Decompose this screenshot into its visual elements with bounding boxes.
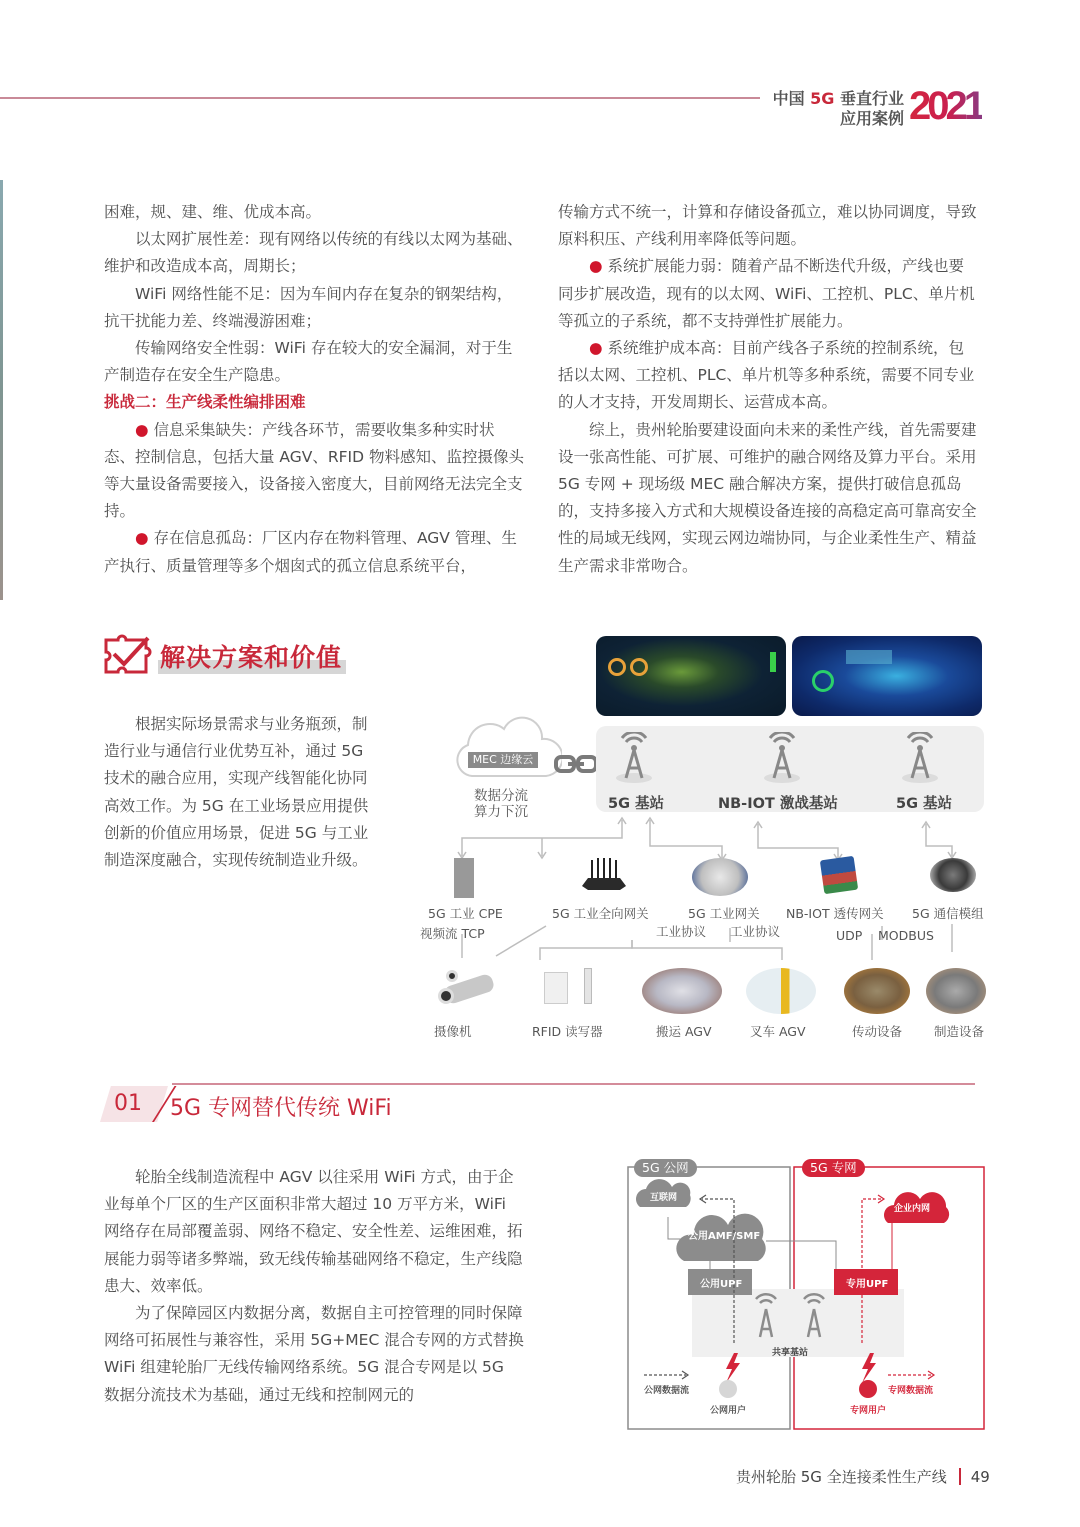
- running-header: [772, 86, 982, 130]
- gateway-label-omni: 5G 工业全向网关: [552, 906, 649, 921]
- private-flow-label: 专网数据流: [888, 1386, 934, 1396]
- link-chain-icon: [554, 754, 598, 774]
- header-year: 2021: [909, 84, 982, 128]
- section-01-p1: 轮胎全线制造流程中 AGV 以往采用 WiFi 方式，由于企业每单个厂区的生产区面积非常大超过 10 万平方米，WiFi 网络存在局部覆盖弱、网络不稳定、安全性差、运维困难，拓展能力弱等诸多弊端，致无线传输基础网络不稳定，生产线隐患大、效率低。: [104, 1168, 523, 1295]
- bullet-text: 系统扩展能力弱：随着产品不断迭代升级，产线也要同步扩展改造，现有的以太网、WiFi、工控机、PLC、单片机等孤立的子系统，都不支持弹性扩展能力。: [558, 257, 975, 330]
- rfid-reader-photo: [544, 968, 608, 1010]
- industrial-gateway-photo: [692, 858, 748, 896]
- cell-tower-icon: [900, 732, 940, 784]
- left-bullet-2: [104, 525, 524, 579]
- page-number: 49: [970, 1468, 990, 1486]
- solution-body: [104, 711, 374, 874]
- solution-title-text: 解决方案和价值: [160, 643, 343, 672]
- footer-separator: [959, 1468, 961, 1485]
- base-station-label-3: 5G 基站: [896, 796, 953, 812]
- amf-smf-label: 公用AMF/SMF: [688, 1231, 761, 1242]
- enterprise-intranet-label: 企业内网: [894, 1204, 931, 1214]
- cell-tower-icon: [762, 732, 802, 784]
- dashboard-screenshot-1: [596, 636, 786, 716]
- solution-section-title: [102, 632, 347, 678]
- mec-label: MEC 边缘云: [468, 752, 538, 768]
- left-p3: WiFi 网络性能不足：因为车间内存在复杂的钢架结构，抗干扰能力差、终端漫游困难；: [104, 284, 513, 330]
- manufacturing-equipment-photo: [926, 968, 986, 1014]
- section-01-title: 5G 专网替代传统 WiFi: [170, 1096, 392, 1121]
- bullet-dot-icon: ●: [589, 257, 603, 276]
- bullet-text: 信息采集缺失：产线各环节，需要收集多种实时状态、控制信息，包括大量 AGV、RFID 物料感知、监控摄像头等大量设备需要接入，设备接入密度大，目前网络无法完全支持。: [104, 420, 524, 521]
- gateway-label-module: 5G 通信模组: [912, 906, 984, 921]
- device-label-rfid: RFID 读写器: [532, 1024, 603, 1039]
- mec-cloud-icon: [452, 716, 562, 782]
- shared-bs-label: 共享基站: [772, 1348, 809, 1358]
- bullet-dot-icon: ●: [135, 529, 149, 548]
- device-label-transport-agv: 搬运 AGV: [656, 1024, 712, 1039]
- section-01-p2: 为了保障园区内数据分离，数据自主可控管理的同时保障网络可拓展性与兼容性，采用 5G+MEC 混合专网的方式替换 WiFi 组建轮胎厂无线传输网络系统。5G 混合专网是以 5G 数据分流技术为基础，通过无线和控制网元的: [104, 1304, 524, 1404]
- bullet-dot-icon: ●: [135, 420, 149, 439]
- base-station-label-1: 5G 基站: [608, 796, 665, 812]
- footer-title: 贵州轮胎 5G 全连接柔性生产线: [736, 1468, 947, 1486]
- solution-paragraph: 根据实际场景需求与业务瓶颈，制造行业与通信行业优势互补，通过 5G 技术的融合应用，实现产线智能化协同高效工作。为 5G 在工业场景应用提供创新的价值应用场景，促进 5G 与工业制造深度融合，实现传统制造业升级。: [104, 715, 369, 870]
- header-suffix: 垂直行业: [834, 89, 904, 108]
- protocol-gw-right: 工业协议: [730, 924, 781, 939]
- gateway-label-industrial: 5G 工业网关: [688, 906, 760, 921]
- left-p2: 以太网扩展性差：现有网络以传统的有线以太网为基础、维护和改造成本高，周期长；: [104, 230, 523, 276]
- bullet-text: 存在信息孤岛：厂区内存在物料管理、AGV 管理、生产执行、质量管理等多个烟囱式的孤立信息系统平台，: [104, 529, 517, 575]
- public-network-tag: 5G 公网: [634, 1159, 697, 1177]
- device-label-forklift-agv: 叉车 AGV: [750, 1024, 806, 1039]
- left-p1: 困难，规、建、维、优成本高。: [104, 203, 322, 221]
- right-bullet-1: [558, 253, 978, 335]
- section-rule: [172, 1083, 975, 1085]
- mec-caption-1: 数据分流: [474, 788, 528, 804]
- protocol-nb-left: UDP: [836, 928, 863, 943]
- private-network-tag: 5G 专网: [802, 1159, 865, 1177]
- architecture-diagram: [420, 636, 990, 1046]
- section-number: 01: [114, 1091, 142, 1116]
- protocol-gw-left: 工业协议: [656, 924, 707, 939]
- bullet-text: 系统维护成本高：目前产线各子系统的控制系统，包括以太网、工控机、PLC、单片机等多种系统，需要不同专业的人才支持，开发周期长、运营成本高。: [558, 339, 975, 412]
- internet-label: 互联网: [650, 1193, 678, 1203]
- protocol-cpe: 视频流 TCP: [420, 926, 485, 941]
- public-upf-label: 公用UPF: [700, 1279, 743, 1290]
- device-label-camera: 摄像机: [434, 1024, 472, 1039]
- gateway-label-nbiot: NB-IOT 透传网关: [786, 906, 884, 921]
- left-bullet-1: [104, 417, 524, 526]
- public-user-label: 公网用户: [710, 1406, 747, 1416]
- private-user-label: 专网用户: [850, 1406, 887, 1416]
- header-line-2: 应用案例: [839, 109, 904, 128]
- device-label-manufacturing: 制造设备: [934, 1024, 985, 1039]
- right-column: [558, 199, 978, 580]
- public-flow-label: 公网数据流: [644, 1386, 690, 1396]
- left-column: [104, 199, 524, 580]
- base-station-label-2: NB-IOT 激战基站: [718, 796, 838, 812]
- section-01-body: [104, 1164, 524, 1409]
- header-prefix: 中国: [772, 89, 811, 108]
- left-p4: 传输网络安全性弱：WiFi 存在较大的安全漏洞，对于生产制造存在安全生产隐患。: [104, 339, 513, 385]
- router-gateway-icon: [578, 856, 628, 896]
- bullet-dot-icon: ●: [589, 339, 603, 358]
- drive-equipment-photo: [844, 968, 910, 1014]
- protocol-nb-right: MODBUS: [878, 928, 934, 943]
- mec-caption-2: 算力下沉: [474, 804, 528, 820]
- header-rule: [0, 97, 760, 99]
- forklift-agv-photo: [746, 968, 816, 1014]
- 5g-module-photo: [930, 858, 976, 892]
- cell-tower-icon: [614, 732, 654, 784]
- connector-arrows: [420, 816, 990, 976]
- right-summary: 综上，贵州轮胎要建设面向未来的柔性产线，首先需要建设一张高性能、可扩展、可维护的融合网络及算力平台。采用 5G 专网 + 现场级 MEC 融合解决方案，提供打破信息孤岛的，支持多接入方式和大规模设备连接的高稳定高可靠高安全性的局域无线网，实现云网边端协同，与企业柔性生产、精益生产需求非常吻合。: [558, 420, 977, 575]
- nbiot-gateway-photo: [820, 856, 858, 894]
- cpe-device-icon: [454, 858, 474, 898]
- camera-photo: [434, 968, 498, 1010]
- hybrid-network-diagram: [626, 1157, 986, 1433]
- right-p1: 传输方式不统一，计算和存储设备孤立，难以协同调度，导致原料积压、产线利用率降低等问题。: [558, 203, 977, 249]
- dashboard-screenshot-2: [792, 636, 982, 716]
- puzzle-check-icon: [102, 634, 152, 676]
- header-5g: 5G: [810, 89, 835, 108]
- page-footer: [736, 1466, 990, 1487]
- section-01-heading: [100, 1082, 975, 1124]
- challenge-2-heading: 挑战二：生产线柔性编排困难: [104, 393, 306, 412]
- page-edge-decoration: [0, 180, 3, 600]
- private-upf-label: 专用UPF: [846, 1279, 889, 1290]
- right-bullet-2: [558, 335, 978, 417]
- transport-agv-photo: [642, 968, 722, 1014]
- device-label-drive: 传动设备: [852, 1024, 903, 1039]
- gateway-label-cpe: 5G 工业 CPE: [428, 906, 503, 921]
